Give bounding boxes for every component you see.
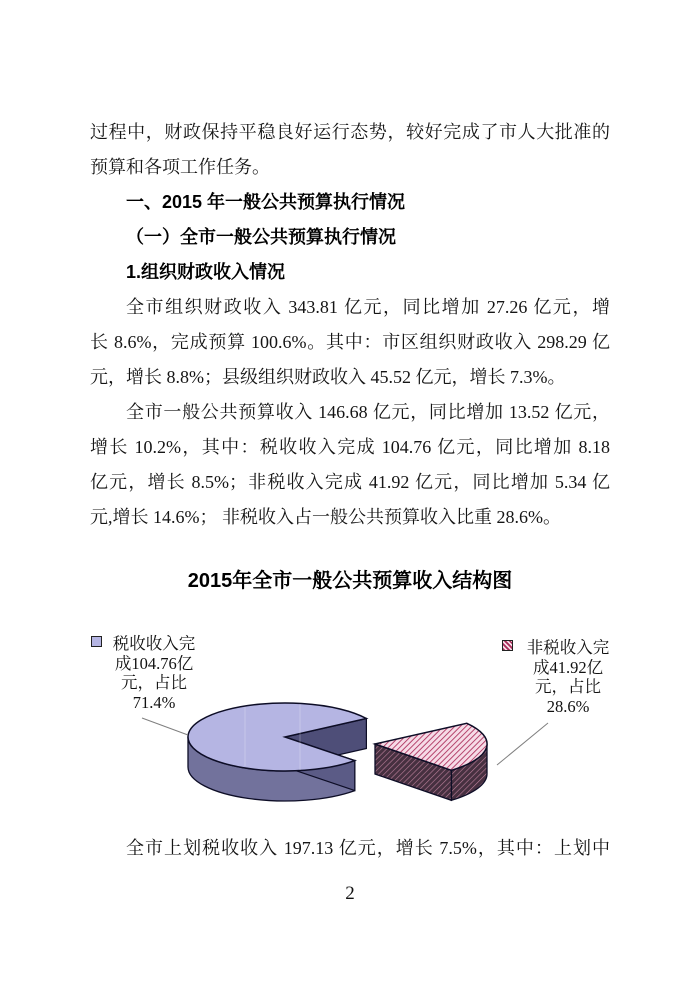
heading-h1: 一、2015 年一般公共预算执行情况 bbox=[126, 192, 406, 212]
legend-line: 元，占比 bbox=[121, 673, 187, 692]
legend-line: 成104.76亿 bbox=[114, 653, 194, 673]
text-line: 长 8.6%，完成预算 100.6%。其中：市区组织财政收入 298.29 亿 bbox=[90, 332, 610, 352]
text-line: 元,增长 14.6%； 非税收入占一般公共预算收入比重 28.6%。 bbox=[90, 507, 561, 527]
page-number: 2 bbox=[345, 883, 355, 904]
legend-line: 28.6% bbox=[546, 696, 590, 716]
heading-h3: 1.组织财政收入情况 bbox=[126, 262, 286, 282]
bottom-text-block bbox=[90, 831, 610, 866]
text-line: 元，增长 8.8%；县级组织财政收入 45.52 亿元，增长 7.3%。 bbox=[90, 367, 566, 387]
text-line: 增长 10.2%，其中：税收收入完成 104.76 亿元，同比增加 8.18 bbox=[90, 437, 610, 457]
paragraph bbox=[90, 115, 610, 185]
legend-line: 非税收入完 bbox=[526, 638, 610, 657]
legend-tax bbox=[104, 634, 204, 712]
legend-nontax-marker bbox=[502, 640, 513, 651]
paragraph bbox=[90, 831, 610, 866]
text-line: 全市一般公共预算收入 146.68 亿元，同比增加 13.52 亿元， bbox=[126, 402, 610, 422]
legend-tax-marker bbox=[91, 636, 102, 647]
legend-line: 成41.92亿 bbox=[532, 657, 604, 677]
legend-line: 71.4% bbox=[132, 692, 176, 712]
paragraph bbox=[90, 395, 610, 535]
text-line: 亿元，增长 8.5%；非税收入完成 41.92 亿元，同比增加 5.34 亿 bbox=[90, 472, 610, 492]
legend-nontax bbox=[518, 638, 618, 716]
leader-line-tax bbox=[142, 718, 188, 735]
text-line: 全市上划税收收入 197.13 亿元，增长 7.5%，其中：上划中 bbox=[126, 838, 610, 858]
heading-h2: （一）全市一般公共预算执行情况 bbox=[126, 227, 396, 247]
paragraph bbox=[90, 290, 610, 395]
text-line: 预算和各项工作任务。 bbox=[90, 157, 270, 177]
text-line: 过程中，财政保持平稳良好运行态势，较好完成了市人大批准的 bbox=[90, 122, 610, 142]
legend-line: 元，占比 bbox=[535, 677, 601, 696]
text-line: 全市组织财政收入 343.81 亿元，同比增加 27.26 亿元，增 bbox=[126, 297, 610, 317]
main-text-block bbox=[90, 115, 610, 535]
legend-line: 税收收入完 bbox=[112, 634, 196, 653]
chart-title: 2015年全市一般公共预算收入结构图 bbox=[187, 570, 513, 592]
leader-line-nontax bbox=[497, 723, 548, 765]
